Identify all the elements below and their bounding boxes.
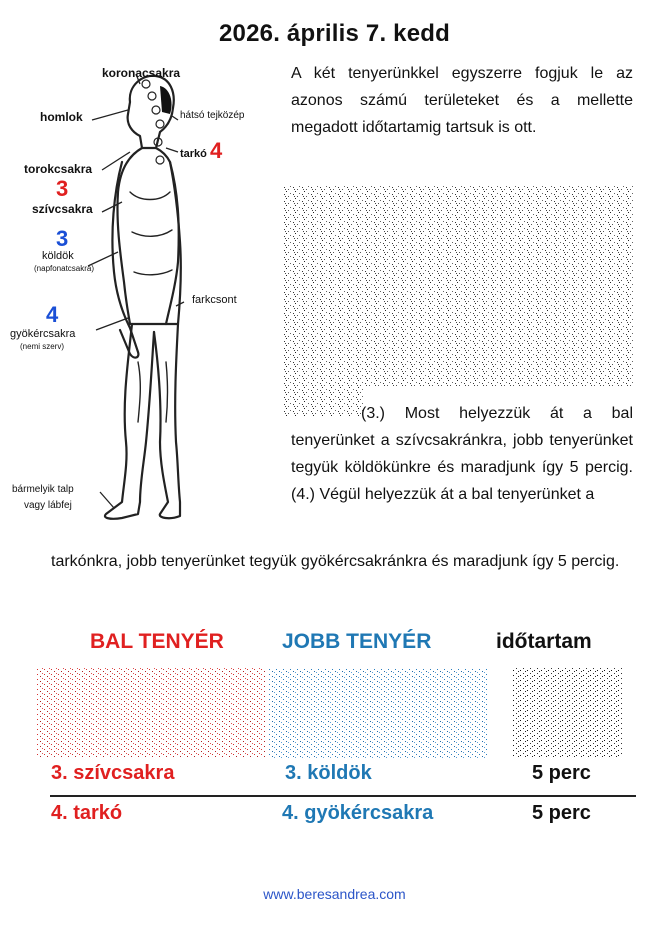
number-gyoker: 4 [46,302,59,327]
label-homlok: homlok [40,110,83,124]
label-szivcsakra: szívcsakra [32,202,93,216]
label-koronacsakra: koronacsakra [102,66,181,80]
row2-middle: 4. gyökércsakra [282,802,434,824]
number-tarko: 4 [210,138,223,163]
label-talp-1: bármelyik talp [12,484,74,495]
label-nemi-szerv: (nemi szerv) [20,342,65,351]
page-title: 2026. április 7. kedd [219,20,450,47]
header-jobb-tenyer: JOBB TENYÉR [282,630,432,653]
intro-paragraph: A két tenyerünkkel egyszerre fogjuk le az azonos számú területeket és a mellette megadott időtartamig tartsuk is ott. [291,65,633,136]
obscured-text-region [283,186,635,416]
label-koldok: köldök [42,250,74,262]
footer-link[interactable]: www.beresandrea.com [263,886,406,902]
label-tarko: tarkó [180,148,207,160]
row1-middle: 3. köldök [285,762,372,784]
row2-left: 4. tarkó [51,802,123,824]
obscured-table-row [36,668,636,758]
header-bal-tenyer: BAL TENYÉR [90,630,224,653]
row2-right: 5 perc [532,802,591,824]
instruction-paragraph-part2: tarkónkra, jobb tenyerünket tegyük gyökércsakránkra és maradjunk így 5 percig. [51,553,620,570]
label-torokcsakra: torokcsakra [24,162,93,176]
label-napfonat: (napfonatcsakra) [34,264,95,273]
body-figure [10,62,295,542]
row1-right: 5 perc [532,762,591,784]
instruction-text-1: (3.) Most helyezzük át a bal tenyerünket a szívcsakránkra, jobb tenyerünket tegyük köldökünkre és maradjunk így 5 percig. (4.) Végül helyezzük át a bal tenyerünket a [291,405,633,503]
table-divider [50,795,636,797]
row1-left: 3. szívcsakra [51,762,175,784]
label-talp-2: vagy lábfej [24,500,72,511]
instruction-paragraph-part1 [291,400,633,508]
header-idotartam: időtartam [496,630,592,653]
number-koldok: 3 [56,226,69,251]
label-hatso-tejkozep: hátsó tejközép [180,110,245,121]
number-sziv: 3 [56,176,69,201]
label-farkcsont: farkcsont [192,294,237,306]
label-gyokercsakra: gyökércsakra [10,328,76,340]
